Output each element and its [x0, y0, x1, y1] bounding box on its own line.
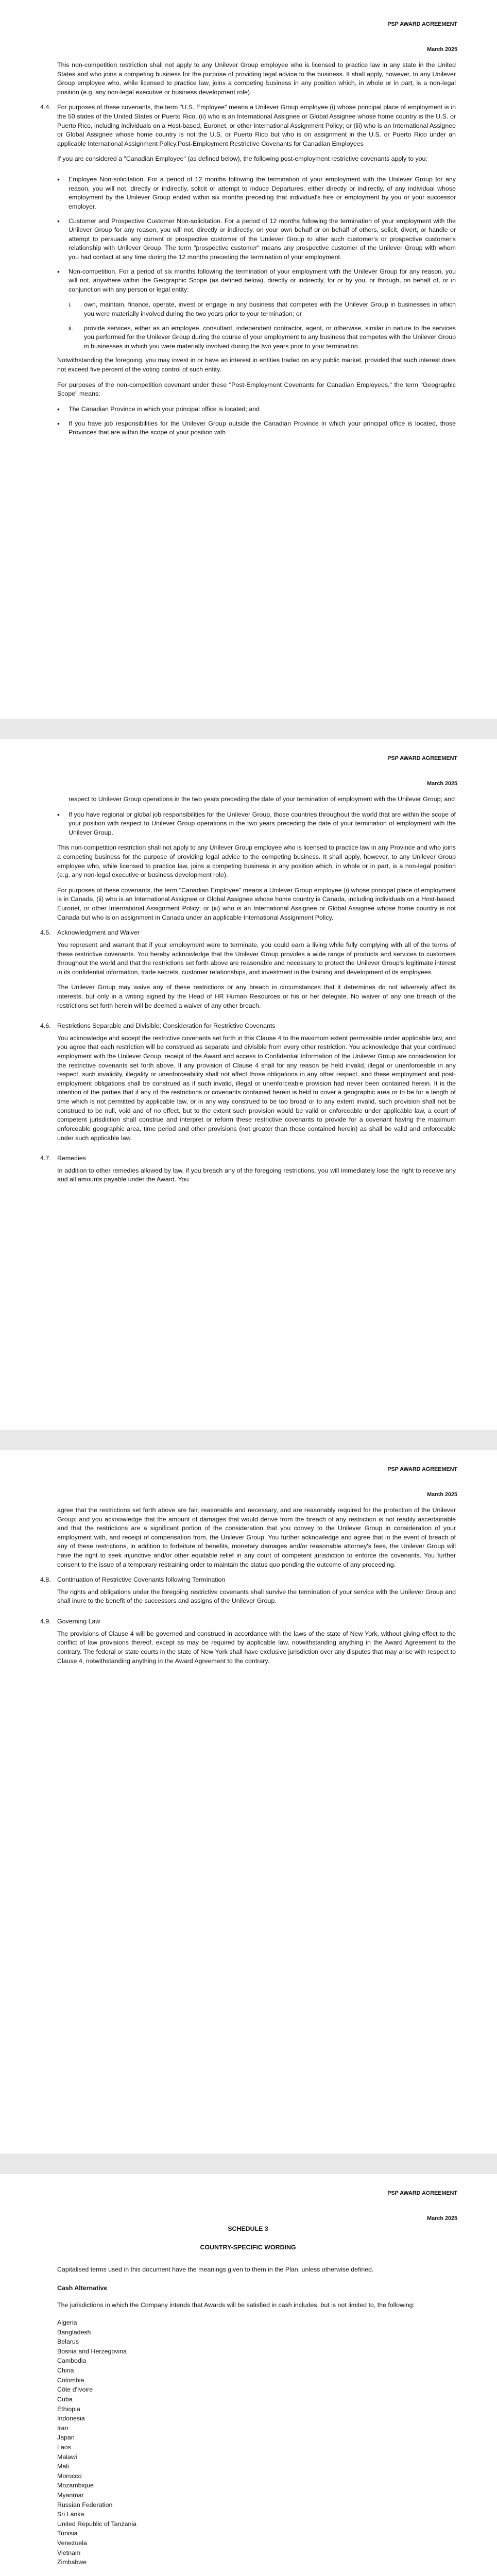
paragraph: For purposes of these covenants, the term "Canadian Employee" means a Unilever Group employee (i) whose principal place of employment is in Canada, (ii) who is an International Assignee or Global Assignee whose home country is Canada, including individuals on a Host-based, Euronet, or other International Assignment Policy; or (iii) who is an International Assignee or Global Assignee whose home country is not Canada but who is on assignment in Canada under an applicable International Assignment Policy.: [57, 886, 456, 921]
page-header: [387, 755, 457, 787]
country-item: Tunisia: [57, 2530, 78, 2537]
roman-text: provide services, either as an employee, consultant, independent contractor, agent, or otherwise, similar in nature to the services you performed for the Unilever Group during the course of your employment to any business that competes with the Unilever Group in businesses in which you were materially involved during the two years prior to your termination.: [84, 324, 456, 350]
country-item: Russian Federation: [57, 2501, 113, 2509]
roman-number: i.: [68, 301, 72, 309]
paragraph: The jurisdictions in which the Company intends that Awards will be satisfied in cash includes, but is not limited to, the following:: [57, 2301, 415, 2309]
country-item: Vietnam: [57, 2549, 81, 2556]
section-number: 4.6.: [40, 1022, 51, 1030]
covenant-list: [57, 175, 456, 294]
country-item: Colombia: [57, 2376, 84, 2384]
page-2-content: [40, 795, 456, 1196]
page-divider: [0, 719, 497, 739]
header-title: PSP AWARD AGREEMENT: [387, 21, 457, 27]
schedule-title: SCHEDULE 3: [228, 2225, 268, 2232]
section-number: 4.7.: [40, 1155, 51, 1162]
section-4-6: [40, 1022, 456, 1149]
section-4-8: [40, 1575, 456, 1612]
country-item: China: [57, 2367, 74, 2375]
list-item: • Customer and Prospective Customer Non-solicitation. For a period of 12 months following the termination of your employment with the Unilever Group for any reason, you will not, directly or indirectly, on your own behalf or on behalf of others, solicit, divert, or handle or attempt to persuade any current or prospective customer of the Unilever Group to alter such customer's or prospective customer's relationship with Unilever Group. The term "prospective customer" means any prospective customer of the Unilever Group with whom you had contact at any time during the 12 months preceding the termination of your employment.: [57, 217, 456, 262]
country-item: Bangladesh: [57, 2328, 91, 2336]
list-item: • The Canadian Province in which your principal office is located; and: [57, 405, 456, 414]
section-4-7: [40, 1154, 456, 1191]
country-item: Malawi: [57, 2453, 77, 2461]
paragraph: This non-competition restriction shall not apply to any Unilever Group employee who is licensed to practice law in any Province and who joins a competing business for the purpose of providing legal advice to the competing business. It shall apply, however, to any Unilever Group employee who, while licensed to practice law, joins a competing business in any position which, in whole or in part, is a non-legal position (e.g. any non-legal executive or business development role).: [57, 844, 456, 879]
section-title: Continuation of Restrictive Covenants following Termination: [57, 1576, 226, 1584]
roman-item: [68, 300, 456, 318]
roman-text: own, maintain, finance, operate, invest or engage in any business that competes with the Unilever Group in businesses in which you were materially involved during the two years prior to your termination; or: [84, 301, 456, 318]
section-number: 4.8.: [40, 1576, 51, 1584]
country-item: Myanmar: [57, 2492, 84, 2499]
header-date: March 2025: [427, 2215, 457, 2222]
page-1: [0, 0, 497, 719]
section-title: Governing Law: [57, 1618, 100, 1625]
paragraph: If you are considered a "Canadian Employee" (as defined below), the following post-employment restrictive covenants apply to you:: [57, 155, 427, 163]
page-divider: [0, 2154, 497, 2174]
paragraph: respect to Unilever Group operations in the two years preceding the date of your termination of employment with the Unilever Group; and: [68, 795, 455, 803]
header-date: March 2025: [427, 1491, 457, 1498]
country-item: Iran: [57, 2424, 68, 2432]
page-header: [387, 2190, 457, 2222]
country-item: Algeria: [57, 2319, 77, 2327]
paragraph: You represent and warrant that if your employment were to terminate, you could earn a living while fully complying with all of the terms of these restrictive covenants. You hereby acknowledge that the Unilever Group provides a wide range of products and services to customers throughout the world and that the restrictions set forth above are reasonable and necessary to protect the Unilever Group's legitimate interest in its confidential information, trade secrets, customer relationships, and investment in the training and development of its employees.: [57, 941, 456, 976]
section-title: Acknowledgment and Waiver: [57, 929, 140, 937]
header-title: PSP AWARD AGREEMENT: [387, 755, 457, 761]
country-item: Venezuela: [57, 2539, 87, 2547]
page-header: [387, 21, 457, 53]
header-date: March 2025: [427, 780, 457, 787]
section-number: 4.5.: [40, 929, 51, 937]
page-2: [0, 739, 497, 1430]
paragraph: Capitalised terms used in this document have the meanings given to them in the Plan, unless otherwise defined.: [57, 2266, 374, 2274]
section-4-4: [40, 103, 456, 170]
paragraph: The rights and obligations under the foregoing restrictive covenants shall survive the termination of your service with the Unilever Group and shall inure to the benefit of the successors and assigns of the Unilever Group.: [57, 1588, 456, 1605]
roman-number: ii.: [68, 324, 73, 332]
paragraph: Notwithstanding the foregoing, you may invest in or have an interest in entities traded on any public market, provided that such interest does not exceed five percent of the voting control of such entity.: [57, 357, 456, 374]
page-3: [0, 1450, 497, 2154]
schedule-subtitle: COUNTRY-SPECIFIC WORDING: [200, 2243, 296, 2251]
header-title: PSP AWARD AGREEMENT: [387, 2190, 457, 2196]
country-item: United Republic of Tanzania: [57, 2520, 137, 2528]
header-title: PSP AWARD AGREEMENT: [387, 1466, 457, 1472]
page-divider: [0, 1430, 497, 1450]
list-item: • Non-competition. For a period of six months following the termination of your employment with the Unilever Group for any reason, you will not, anywhere within the Geographic Scope (as defined below), directly or indirectly, for or by you, or through, on behalf of, or in conjunction with any person or legal entity:: [57, 267, 456, 295]
section-number: 4.9.: [40, 1618, 51, 1625]
section-4-5: [40, 928, 456, 1016]
section-title: Cash Alternative: [57, 2284, 108, 2292]
country-item: Sri Lanka: [57, 2511, 84, 2518]
country-item: Cambodia: [57, 2357, 87, 2365]
geo-list: [57, 405, 456, 437]
country-item: Bosnia and Herzegovina: [57, 2347, 127, 2355]
page-4: [0, 2174, 497, 2576]
paragraph: The Unilever Group may waive any of these restrictions or any breach in circumstances that it determines do not adversely affect its interests, but only in a writing signed by the Head of HR Human Resources or his or her delegate. No waiver of any one breach of the restrictions set forth herein will be deemed a waiver of any other breach.: [57, 984, 456, 1009]
list-item: • If you have job responsibilities for the Unilever Group outside the Canadian Province in which your principal office is located, those Provinces that are within the scope of your position with: [57, 419, 456, 437]
paragraph: The provisions of Clause 4 will be governed and construed in accordance with the laws of the state of New York, without giving effect to the conflict of law provisions thereof, except as may be required by applicable law, notwithstanding anything in the Award Agreement to the contrary. The federal or state courts in the state of New York shall have exclusive jurisdiction over any disputes that may arise with respect to Clause 4, notwithstanding anything in the Award Agreement to the contrary.: [57, 1630, 456, 1665]
paragraph: In addition to other remedies allowed by law, if you breach any of the foregoing restrictions, you will immediately lose the right to receive any and all amounts payable under the Award. You: [57, 1166, 456, 1183]
country-item: Zimbabwe: [57, 2558, 87, 2566]
country-item: Belarus: [57, 2338, 79, 2346]
country-item: Ethiopia: [57, 2405, 80, 2413]
paragraph: For purposes of these covenants, the term "U.S. Employee" means a Unilever Group employee (i) whose principal place of employment is in the 50 states of the United States or Puerto Rico, (ii) who is an International Assignee or Global Assignee whose home country is the U.S. or Puerto Rico, including individuals on a Host-based, Euronet, or other International Assignment Policy; or (iii) who is an International Assignee or Global Assignee whose home country is not the U.S. or Puerto Rico but who is on assignment in the U.S. or Puerto Rico under an applicable International Assignment Policy.Post-Employment Restrictive Covenants for Canadian Employees: [57, 104, 456, 147]
list-item: • Employee Non-solicitation. For a period of 12 months following the termination of your employment with the Unilever Group for any reason, you will not, directly or indirectly, solicit or attempt to induce Departures, either directly or indirectly, of any individual whose employment by the Unilever Group ended within six months preceding that individual's hire or employment by you or your successor employer.: [57, 175, 456, 211]
country-item: Laos: [57, 2443, 71, 2451]
country-item: Morocco: [57, 2472, 82, 2480]
country-item: Indonesia: [57, 2415, 85, 2422]
country-item: Cuba: [57, 2395, 73, 2403]
page-1-content: [40, 61, 456, 444]
geo-list: [57, 810, 456, 838]
section-4-9: [40, 1617, 456, 1672]
section-number: 4.4.: [40, 104, 51, 111]
page-header: [387, 1466, 457, 1498]
header-date: March 2025: [427, 46, 457, 53]
paragraph: For purposes of the non-competition covenant under these "Post-Employment Covenants for Canadian Employees," the term "Geographic Scope" means:: [57, 381, 456, 398]
paragraph: You acknowledge and accept the restrictive covenants set forth in this Clause 4 to the maximum extent permissible under applicable law, and you agree that each restriction will be construed as separate and divisible from every other restriction. You acknowledge that your continued employment with the Unilever Group, receipt of the Award and access to Confidential Information of the Unilever Group are consideration for the restrictive covenants set forth above. If any provision of Clause 4 shall for any reason be held invalid, illegal or unenforceable in any respect, such invalidity, illegality or unenforceability shall not affect those obligations in any other respect, and these employment and post-employment obligations shall be construed as if such invalid, illegal or unenforceable provision had never been contained herein. It is the intention of the parties that if any of the restrictions or covenants contained herein is held to cover a geographic area or to be for a length of time which is not permitted by applicable law, or in any way construed to be too broad or to any extent invalid, such provision shall not be construed to be null, void and of no effect, but to the extent such provision would be valid or enforceable under applicable law, a court of competent jurisdiction shall construe and interpret or reform these restrictive covenants to provide for a covenant having the maximum enforceable geographic area, time period and other provisions (not greater than those contained herein) as shall be valid and enforceable under such applicable law.: [57, 1034, 456, 1142]
country-item: Mali: [57, 2463, 69, 2470]
section-title: Restrictions Separable and Divisible; Consideration for Restrictive Covenants: [57, 1022, 276, 1030]
page-4-content: [40, 2225, 456, 2576]
section-title: Remedies: [57, 1155, 86, 1162]
page-3-content: [40, 1506, 456, 1677]
roman-item: [68, 324, 456, 351]
country-list: [57, 2318, 456, 2567]
list-item: • If you have regional or global job responsibilities for the Unilever Group, those countries throughout the world that are within the scope of your position with respect to Unilever Group operations in the two years preceding the date of your termination of employment with the Unilever Group.: [57, 810, 456, 838]
country-item: Mozambique: [57, 2482, 94, 2489]
paragraph: agree that the restrictions set forth above are fair, reasonable and necessary, and are reasonably required for the protection of the Unilever Group; and you acknowledge that the amount of damages that would derive from the breach of any restriction is not readily ascertainable and that the restrictions are a significant portion of the consideration that you convey to the Unilever Group in consideration of your employment with, and receipt of compensation from, the Unilever Group. You further acknowledge and agree that in the event of breach of any of these restrictions, in addition to forfeiture of benefits, monetary damages and/or reasonable attorney's fees, the Unilever Group will have the right to seek injunctive and/or other equitable relief in any court of competent jurisdiction to enforce the covenants. You further consent to the issue of a temporary restraining order to maintain the status quo pending the outcome of any proceeding.: [57, 1506, 456, 1568]
paragraph: This non-competition restriction shall not apply to any Unilever Group employee who is licensed to practice law in any state in the United States and who joins a competing business for the purpose of providing legal advice to the business. It shall apply, however, to any Unilever Group employee who, while licensed to practice law, joins a competing business in any position which, in whole or in part, is a non-legal position (e.g. any non-legal executive or business development role).: [57, 61, 456, 96]
country-item: Côte d'Ivoire: [57, 2386, 93, 2394]
country-item: Japan: [57, 2434, 75, 2442]
